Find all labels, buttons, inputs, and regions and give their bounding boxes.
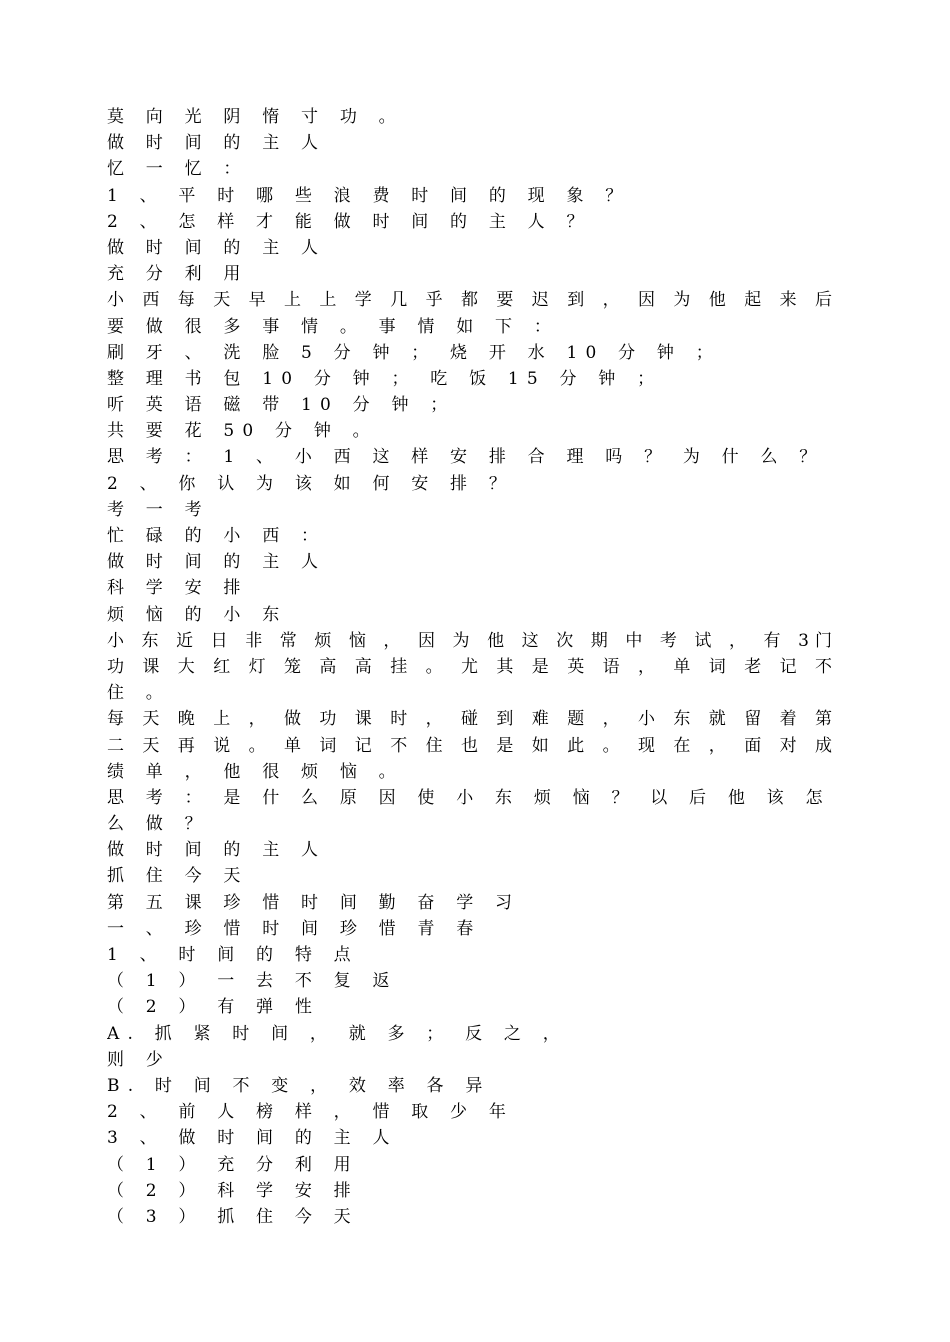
- text-line: 3 、 做 时 间 的 主 人: [107, 1128, 398, 1149]
- text-line: 莫 向 光 阴 惰 寸 功 。: [107, 107, 404, 127]
- document-page: [107, 104, 832, 1230]
- text-line: 考 一 考: [107, 499, 210, 520]
- text-line: 思 考 ： 是 什 么 原 因 使 小 东 烦 恼 ？ 以 后 他 该 怎: [107, 787, 831, 808]
- text-line: 绩 单 ， 他 很 烦 恼 。: [107, 761, 404, 782]
- text-line: （ 2 ） 有 弹 性: [107, 997, 321, 1018]
- text-line: 1 、 时 间 的 特 点: [107, 945, 359, 965]
- text-line: A. 抓 紧 时 间 ， 就 多 ； 反 之 ，: [107, 1023, 568, 1044]
- text-line: 做 时 间 的 主 人: [107, 237, 327, 258]
- text-line: （ 1 ） 充 分 利 用: [107, 1154, 359, 1175]
- text-line: 么 做 ？: [107, 814, 210, 835]
- text-line: 住 。: [107, 683, 172, 704]
- text-line: 小 东 近 日 非 常 烦 恼 ， 因 为 他 这 次 期 中 考 试 ， 有 3门: [107, 630, 832, 651]
- text-line: 听 英 语 磁 带 10 分 钟 ；: [107, 395, 456, 416]
- text-line: 做 时 间 的 主 人: [107, 133, 327, 154]
- text-line: 整 理 书 包 10 分 钟 ； 吃 饭 15 分 钟 ；: [107, 368, 663, 389]
- text-line: B. 时 间 不 变 ， 效 率 各 异: [107, 1075, 491, 1096]
- text-line: （ 1 ） 一 去 不 复 返: [107, 971, 398, 992]
- text-line: 要 做 很 多 事 情 。 事 情 如 下 ：: [107, 316, 560, 337]
- text-line: 共 要 花 50 分 钟 。: [107, 421, 378, 442]
- text-line: 2 、 你 认 为 该 如 何 安 排 ？: [107, 473, 515, 494]
- text-line: 1 、 平 时 哪 些 浪 费 时 间 的 现 象 ？: [107, 185, 631, 206]
- text-line: 一 、 珍 惜 时 间 珍 惜 青 春: [107, 918, 482, 939]
- text-line: 思 考 ： 1 、 小 西 这 样 安 排 合 理 吗 ？ 为 什 么 ？: [107, 447, 825, 468]
- text-line: 抓 住 今 天: [107, 866, 249, 887]
- text-line: 烦 恼 的 小 东: [107, 604, 288, 625]
- text-line: （ 2 ） 科 学 安 排: [107, 1180, 359, 1201]
- text-line: 科 学 安 排: [107, 578, 249, 599]
- text-line: 2 、 前 人 榜 样 ， 惜 取 少 年: [107, 1102, 515, 1123]
- text-line: 做 时 间 的 主 人: [107, 552, 327, 573]
- text-line: 忙 碌 的 小 西 ：: [107, 526, 327, 546]
- text-line: 做 时 间 的 主 人: [107, 840, 327, 861]
- text-line: 每 天 晚 上 ， 做 功 课 时 ， 碰 到 难 题 ， 小 东 就 留 着 第: [107, 709, 832, 730]
- text-line: 小 西 每 天 早 上 上 学 几 乎 都 要 迟 到 ， 因 为 他 起 来 后: [107, 290, 832, 311]
- text-line: 则 少: [107, 1049, 172, 1070]
- text-line: 第 五 课 珍 惜 时 间 勤 奋 学 习: [107, 892, 521, 913]
- text-line: （ 3 ） 抓 住 今 天: [107, 1206, 359, 1227]
- text-line: 忆 一 忆 ：: [107, 159, 249, 180]
- text-line: 二 天 再 说 。 单 词 记 不 住 也 是 如 此 。 现 在 ， 面 对 成: [107, 735, 832, 756]
- text-line: 功 课 大 红 灯 笼 高 高 挂 。 尤 其 是 英 语 ， 单 词 老 记 不: [107, 656, 832, 677]
- text-line: 充 分 利 用: [107, 264, 249, 285]
- text-line: 2 、 怎 样 才 能 做 时 间 的 主 人 ？: [107, 211, 592, 232]
- text-line: 刷 牙 、 洗 脸 5 分 钟 ； 烧 开 水 10 分 钟 ；: [107, 342, 721, 363]
